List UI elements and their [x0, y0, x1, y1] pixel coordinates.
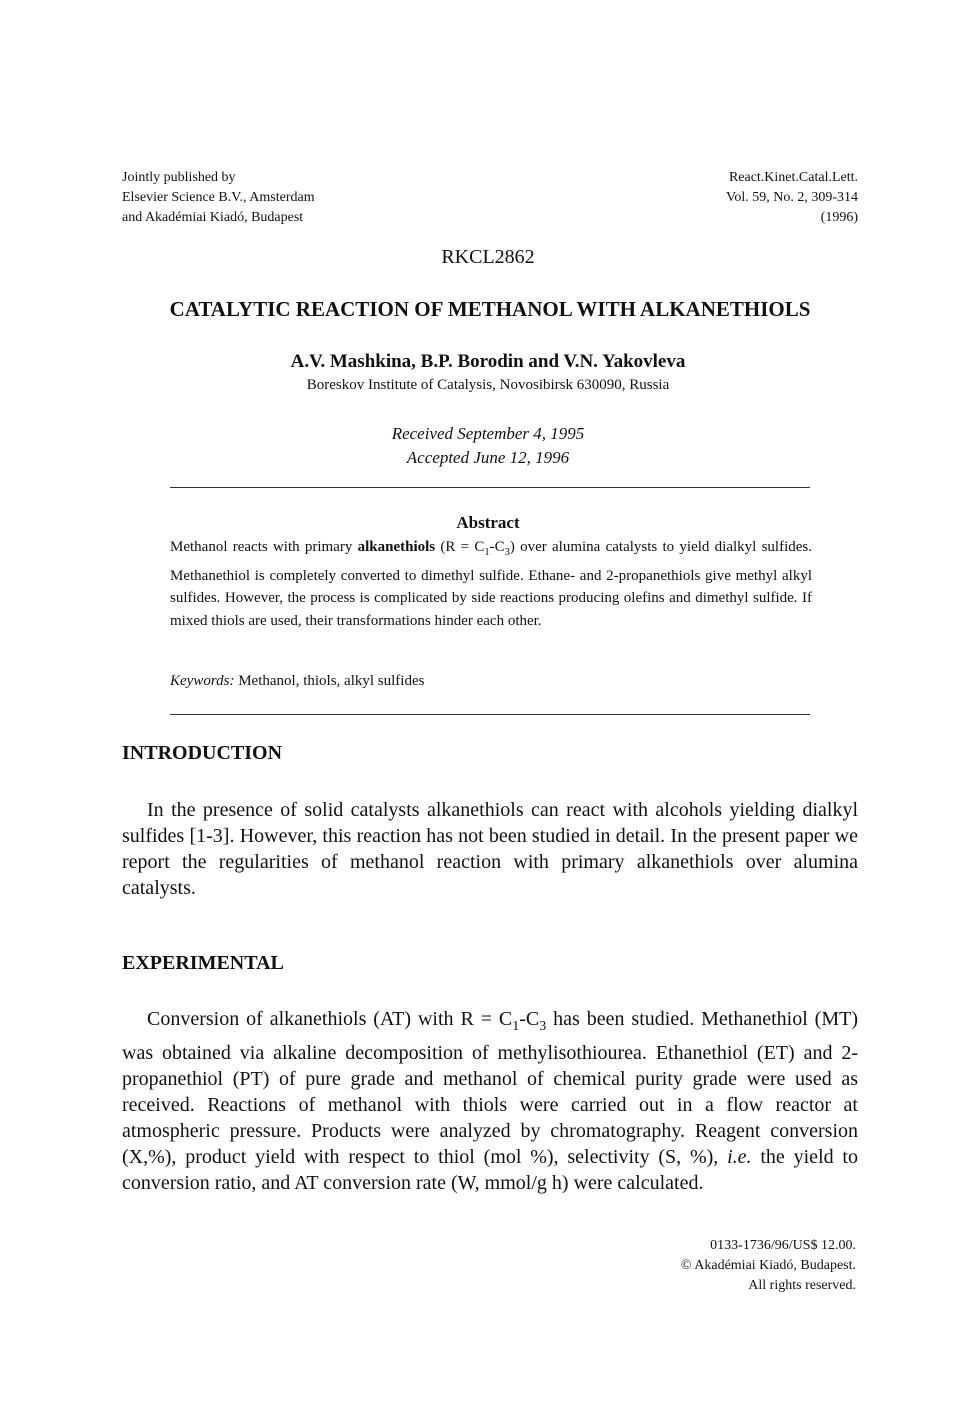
abstract-keyword: alkanethiols — [357, 539, 436, 555]
abstract-subscript: 1 — [484, 547, 490, 558]
journal-citation — [560, 168, 858, 228]
introduction-heading: INTRODUCTION — [122, 742, 283, 764]
publisher-line: and Akadémiai Kiadó, Budapest — [122, 210, 304, 225]
experimental-part: has been studied. Methanethiol (MT) was obtained via alkaline decomposition of methylisothiourea. Ethanethiol (ET) and 2-propanethiol (PT) of pure grade and methanol of chemical purity grade were used as received. Reactions of methanol with thiols were carried out in a flow reactor at atmospheric pressure. Products were analyzed by chromatography. Reagent conversion (X,%), product yield with respect to thiol (mol %), selectivity (S, %), — [122, 1008, 859, 1168]
experimental-subscript: 1 — [512, 1019, 520, 1034]
experimental-part: -C — [519, 1008, 540, 1030]
received-date: Received September 4, 1995 — [391, 424, 585, 443]
experimental-paragraph — [122, 1006, 858, 1196]
abstract-part: -C — [489, 539, 505, 555]
dates — [0, 422, 976, 470]
experimental-ie: i.e. — [727, 1146, 752, 1168]
divider-bottom — [170, 714, 810, 715]
reference-code: RKCL2862 — [441, 246, 535, 268]
introduction-text: In the presence of solid catalysts alkanethiols can react with alcohols yielding dialkyl sulfides [1-3]. However, this reaction has not been studied in detail. In the present paper we report the regularities of methanol reaction with primary alkanethiols over alumina catalysts. — [122, 799, 858, 899]
abstract-part: ) over alumina catalysts to yield dialkyl sulfides. Methanethiol is completely converted to dimethyl sulfide. Ethane- and 2-propanethiols give methyl alkyl sulfides. However, the process is complicated by side reactions producing olefins and dimethyl sulfide. If mixed thiols are used, their transformations hinder each other. — [170, 539, 812, 629]
experimental-heading: EXPERIMENTAL — [122, 952, 284, 974]
introduction-paragraph — [122, 797, 858, 901]
copyright-line: All rights reserved. — [748, 1278, 856, 1293]
abstract-heading: Abstract — [456, 513, 520, 532]
journal-line: (1996) — [820, 210, 858, 225]
experimental-part: the yield to conversion ratio, and AT conversion rate (W, mmol/g h) were calculated. — [122, 1146, 858, 1194]
keywords — [170, 673, 812, 690]
publisher-line: Jointly published by — [122, 170, 236, 185]
divider-top — [170, 487, 810, 488]
journal-line: React.Kinet.Catal.Lett. — [728, 170, 858, 185]
abstract-subscript: 3 — [504, 547, 510, 558]
copyright-line: © Akadémiai Kiadó, Budapest. — [680, 1258, 856, 1273]
abstract-part: (R = C — [435, 539, 485, 555]
affiliation: Boreskov Institute of Catalysis, Novosibirsk 630090, Russia — [306, 377, 670, 393]
experimental-part: Conversion of alkanethiols (AT) with R = C — [147, 1008, 513, 1030]
publisher-info — [122, 168, 482, 228]
accepted-date: Accepted June 12, 1996 — [406, 448, 570, 467]
keywords-value: Methanol, thiols, alkyl sulfides — [234, 673, 425, 689]
abstract-part: Methanol reacts with primary — [170, 539, 358, 555]
abstract-text — [170, 536, 812, 632]
keywords-label: Keywords: — [170, 673, 235, 689]
publisher-line: Elsevier Science B.V., Amsterdam — [122, 190, 315, 205]
journal-line: Vol. 59, No. 2, 309-314 — [726, 190, 858, 205]
copyright-line: 0133-1736/96/US$ 12.00. — [710, 1238, 856, 1253]
experimental-subscript: 3 — [539, 1019, 547, 1034]
copyright-footer — [560, 1236, 856, 1296]
paper-title: CATALYTIC REACTION OF METHANOL WITH ALKANETHIOLS — [169, 297, 811, 321]
authors: A.V. Mashkina, B.P. Borodin and V.N. Yakovleva — [290, 351, 686, 372]
